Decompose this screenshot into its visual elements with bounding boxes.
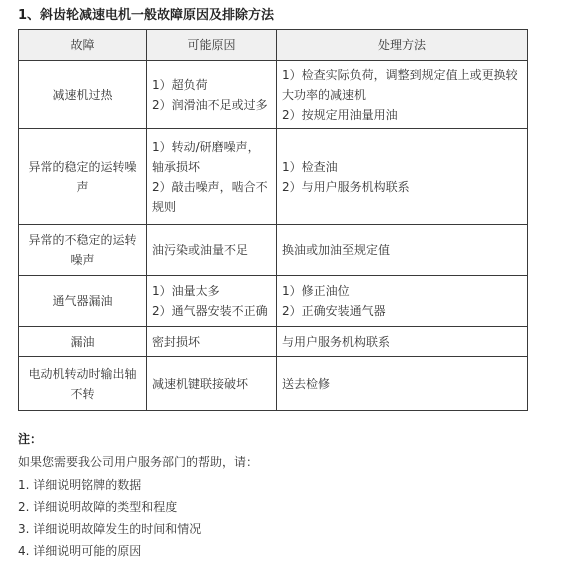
header-solution: 处理方法 [277,30,528,61]
cause-cell [147,129,277,225]
table-header-row [19,30,528,61]
list-item: 4. 详细说明可能的原因 [18,544,142,558]
fault-cell [19,225,147,276]
cause-line: 1）油量太多 [152,284,220,298]
fault-cell [19,61,147,129]
fault-text: 异常的不稳定的运转噪声 [28,233,137,267]
notes-intro: 如果您需要我公司用户服务部门的帮助，请： [18,455,259,469]
table-row [19,357,528,411]
solution-line: 1）检查实际负荷，调整到规定值上或更换较大功率的减速机 [282,67,518,102]
solution-cell [277,129,528,225]
solution-cell [277,276,528,327]
fault-cell [19,327,147,357]
header-fault: 故障 [19,30,147,61]
page-title: 1、斜齿轮减速电机一般故障原因及排除方法 [18,8,275,23]
cause-cell [147,357,277,411]
fault-text: 异常的稳定的运转噪声 [28,159,137,194]
cause-line: 1）超负荷 [152,77,208,92]
fault-text: 通气器漏油 [52,294,113,308]
cause-line: 2）通气器安装不正确 [152,304,268,318]
solution-cell [277,225,528,276]
list-item: 1. 详细说明铭牌的数据 [18,478,142,492]
table-row [19,129,528,225]
list-item: 3. 详细说明故障发生的时间和情况 [18,522,202,536]
header-cause: 可能原因 [147,30,277,61]
cause-cell [147,61,277,129]
cause-line: 油污染或油量不足 [152,243,249,257]
fault-text: 漏油 [70,334,95,349]
cause-line: 1）转动/研磨噪声，轴承损坏 [152,139,260,174]
solution-cell [277,61,528,129]
solution-cell [277,327,528,357]
fault-text: 电动机转动时输出轴不转 [28,366,137,401]
solution-line: 送去检修 [282,376,331,391]
notes-list [18,474,201,562]
solution-line: 与用户服务机构联系 [282,334,391,349]
list-item: 2. 详细说明故障的类型和程度 [18,500,178,514]
table-row [19,327,528,357]
cause-cell [147,327,277,357]
solution-line: 1）检查油 [282,159,338,174]
cause-line: 减速机键联接破坏 [152,376,249,391]
table-row [19,225,528,276]
fault-cell [19,357,147,411]
solution-line: 2）正确安装通气器 [282,304,386,318]
notes-title: 注： [18,432,43,446]
table-row [19,276,528,327]
cause-cell [147,225,277,276]
solution-cell [277,357,528,411]
solution-line: 换油或加油至规定值 [282,243,391,257]
cause-line: 2）敲击噪声，啮合不规则 [152,179,268,214]
solution-line: 1）修正油位 [282,284,350,298]
cause-cell [147,276,277,327]
fault-cell [19,129,147,225]
cause-line: 2）润滑油不足或过多 [152,97,268,112]
solution-line: 2）按规定用油量用油 [282,107,398,122]
fault-text: 减速机过热 [52,87,113,102]
table-row [19,61,528,129]
cause-line: 密封损坏 [152,334,201,349]
fault-cell [19,276,147,327]
solution-line: 2）与用户服务机构联系 [282,179,410,194]
fault-table [18,29,528,411]
